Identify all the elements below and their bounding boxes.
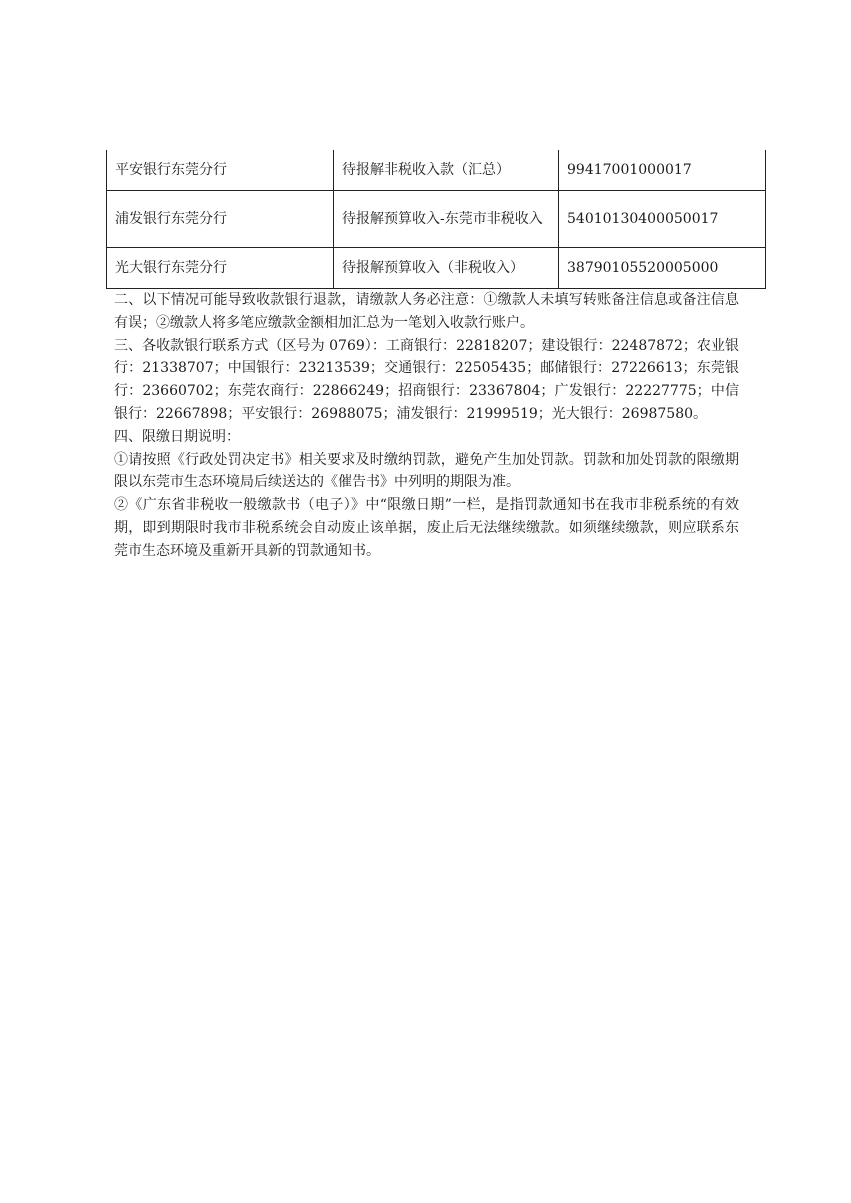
deadline-paragraph-1: ①请按照《行政处罚决定书》相关要求及时缴纳罚款，避免产生加处罚款。罚款和加处罚款的限缴期限以东莞市生态环境局后续送达的《催告书》中列明的期限为准。 <box>114 451 739 491</box>
account-name-cell: 待报解预算收入-东莞市非税收入 <box>334 191 559 248</box>
deadline-paragraph-2: ②《广东省非税收一般缴款书（电子）》中“限缴日期”一栏，是指罚款通知书在我市非税系统的有效期，即到期限时我市非税系统会自动废止该单据，废止后无法继续缴款。如须继续缴款，则应联系东莞市生态环境及重新开具新的罚款通知书。 <box>114 497 739 559</box>
account-number-cell: 54010130400050017 <box>559 191 766 248</box>
bank-name-cell: 浦发银行东莞分行 <box>107 191 334 248</box>
account-name-cell: 待报解预算收入（非税收入） <box>334 248 559 289</box>
account-number-cell: 38790105520005000 <box>559 248 766 289</box>
table-row <box>107 191 766 248</box>
refund-warning-paragraph: 二、以下情况可能导致收款银行退款，请缴款人务必注意：①缴款人未填写转账备注信息或备注信息有误；②缴款人将多笔应缴款金额相加汇总为一笔划入收款行账户。 <box>114 292 739 331</box>
bank-account-table <box>106 150 766 289</box>
account-number-cell: 99417001000017 <box>559 150 766 191</box>
bank-name-cell: 平安银行东莞分行 <box>107 150 334 191</box>
account-name-cell: 待报解非税收入款（汇总） <box>334 150 559 191</box>
bank-name-cell: 光大银行东莞分行 <box>107 248 334 289</box>
deadline-section-title: 四、限缴日期说明： <box>114 428 240 445</box>
table-row <box>107 150 766 191</box>
table-row <box>107 248 766 289</box>
bank-contacts-paragraph: 三、各收款银行联系方式（区号为 0769）：工商银行：22818207；建设银行：22487872；农业银行：21338707；中国银行：23213539；交通银行：22505435；邮储银行：27226613；东莞银行：23660702；东莞农商行：22866249；招商银行：23367804；广发银行：22227775；中信银行：22667898；平安银行：26988075；浦发银行：21999519；光大银行：26987580。 <box>114 337 739 422</box>
payment-notes <box>114 289 739 563</box>
